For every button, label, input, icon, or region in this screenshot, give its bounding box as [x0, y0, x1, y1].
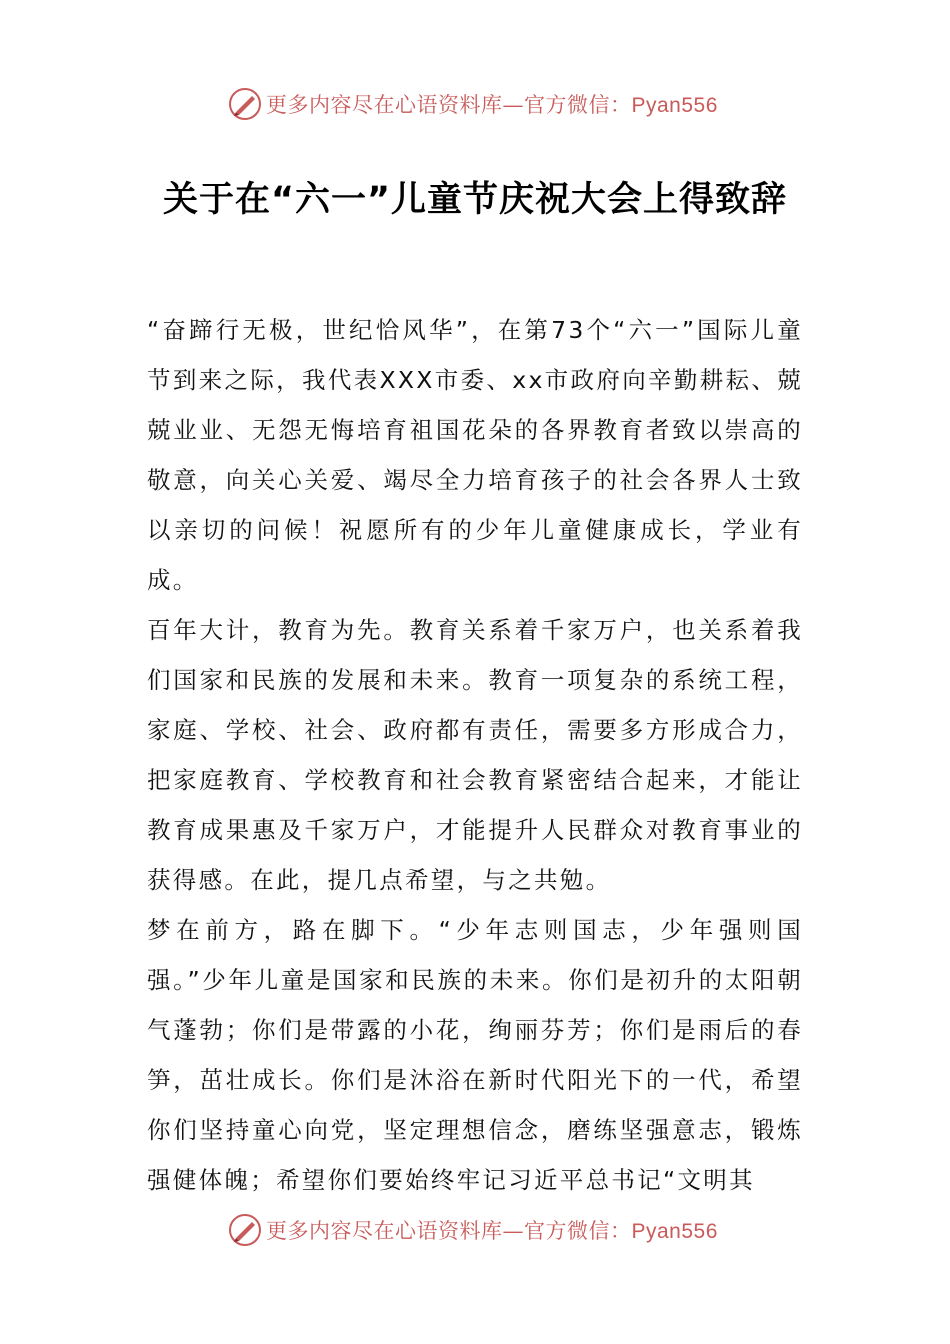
watermark-wechat-id: Pyan556	[631, 1220, 718, 1243]
watermark-header	[228, 84, 748, 124]
document-title: 关于在“六一”儿童节庆祝大会上得致辞	[162, 180, 787, 220]
paragraph-1: “奋蹄行无极，世纪恰风华”，在第73个“六一”国际儿童节到来之际，我代表XXX市委、xx市政府向辛勤耕耘、兢兢业业、无怨无悔培育祖国花朵的各界教育者致以崇高的敬意，向关心关爱、竭尽全力培育孩子的社会各界人士致以亲切的问候！祝愿所有的少年儿童健康成长，学业有成。	[147, 316, 803, 594]
paragraph-2: 百年大计，教育为先。教育关系着千家万户，也关系着我们国家和民族的发展和未来。教育一项复杂的系统工程，家庭、学校、社会、政府都有责任，需要多方形成合力，把家庭教育、学校教育和社会教育紧密结合起来，才能让教育成果惠及千家万户，才能提升人民群众对教育事业的获得感。在此，提几点希望，与之共勉。	[147, 616, 803, 894]
watermark-text: 更多内容尽在心语资料库—官方微信：Pyan556	[266, 93, 718, 117]
watermark-text: 更多内容尽在心语资料库—官方微信：Pyan556	[266, 1219, 718, 1243]
pen-logo-icon	[228, 87, 262, 121]
pen-logo-icon	[228, 1213, 262, 1247]
watermark-wechat-id: Pyan556	[631, 94, 718, 117]
paragraph-3: 梦在前方，路在脚下。“少年志则国志，少年强则国强。”少年儿童是国家和民族的未来。你们是初升的太阳朝气蓬勃；你们是带露的小花，绚丽芬芳；你们是雨后的春笋，茁壮成长。你们是沐浴在新时代阳光下的一代，希望你们坚持童心向党，坚定理想信念，磨练坚强意志，锻炼强健体魄；希望你们要始终牢记习近平总书记“文明其	[147, 916, 803, 1194]
watermark-footer	[228, 1210, 748, 1250]
document-body	[147, 305, 803, 1205]
